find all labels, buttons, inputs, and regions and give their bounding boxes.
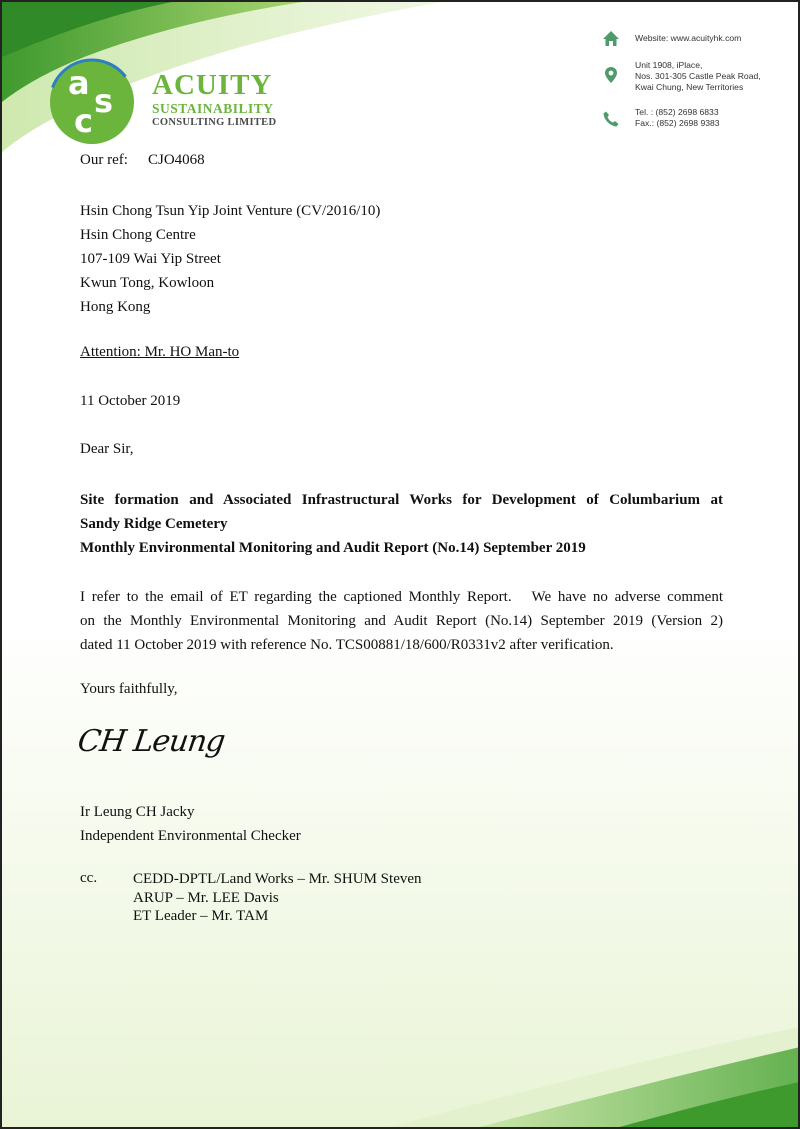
recipient-line: Hong Kong xyxy=(80,299,151,315)
cc-recipient: ET Leader – Mr. TAM xyxy=(133,908,269,924)
website-text: Website: www.acuityhk.com xyxy=(635,33,742,43)
reference-label: Our ref: xyxy=(80,152,128,168)
recipient-line: Hsin Chong Tsun Yip Joint Venture (CV/2016/10) xyxy=(80,203,381,219)
company-name-line3: CONSULTING LIMITED xyxy=(152,117,277,128)
body-line: I refer to the email of ET regarding the captioned Monthly Report. We have no adverse comment xyxy=(80,589,723,605)
subject-heading xyxy=(80,488,723,560)
address-line: Unit 1908, iPlace, xyxy=(635,60,703,70)
footer-swoosh-graphic xyxy=(2,2,800,1129)
body-line: dated 11 October 2019 with reference No. TCS00881/18/600/R0331v2 after verification. xyxy=(80,637,614,653)
cc-list xyxy=(133,870,422,926)
recipient-line: Kwun Tong, Kowloon xyxy=(80,275,215,291)
company-name-line1: ACUITY xyxy=(152,69,273,101)
subject-line: Monthly Environmental Monitoring and Audit Report (No.14) September 2019 xyxy=(80,540,586,556)
company-name-line2: SUSTAINABILITY xyxy=(152,101,274,116)
recipient-address xyxy=(80,199,380,319)
cc-recipient: CEDD-DPTL/Land Works – Mr. SHUM Steven xyxy=(133,871,422,887)
salutation: Dear Sir, xyxy=(80,441,134,457)
handwritten-signature: CH Leung xyxy=(75,724,227,759)
attention-line: Attention: Mr. HO Man-to xyxy=(80,344,240,360)
address-line: Nos. 301-305 Castle Peak Road, xyxy=(635,71,761,81)
subject-line: Sandy Ridge Cemetery xyxy=(80,516,228,532)
closing: Yours faithfully, xyxy=(80,681,178,697)
body-line: on the Monthly Environmental Monitoring and Audit Report (No.14) September 2019 (Version 2) xyxy=(80,613,723,629)
signer-block xyxy=(80,800,301,848)
signer-title: Independent Environmental Checker xyxy=(80,828,301,844)
reference-number: CJO4068 xyxy=(148,152,205,168)
cc-recipient: ARUP – Mr. LEE Davis xyxy=(133,889,279,906)
cc-label: cc. xyxy=(80,870,98,886)
subject-line: Site formation and Associated Infrastructural Works for Development of Columbarium at xyxy=(80,492,723,508)
recipient-line: Hsin Chong Centre xyxy=(80,227,196,243)
fax-text: Fax.: (852) 2698 9383 xyxy=(635,118,720,128)
address-line: Kwai Chung, New Territories xyxy=(635,82,744,92)
logo-letters: a s c xyxy=(68,64,114,140)
tel-text: Tel. : (852) 2698 6833 xyxy=(635,107,719,117)
signer-name: Ir Leung CH Jacky xyxy=(80,804,195,820)
letter-date: 11 October 2019 xyxy=(80,393,181,409)
recipient-line: 107-109 Wai Yip Street xyxy=(80,251,221,267)
body-paragraph xyxy=(80,585,723,657)
